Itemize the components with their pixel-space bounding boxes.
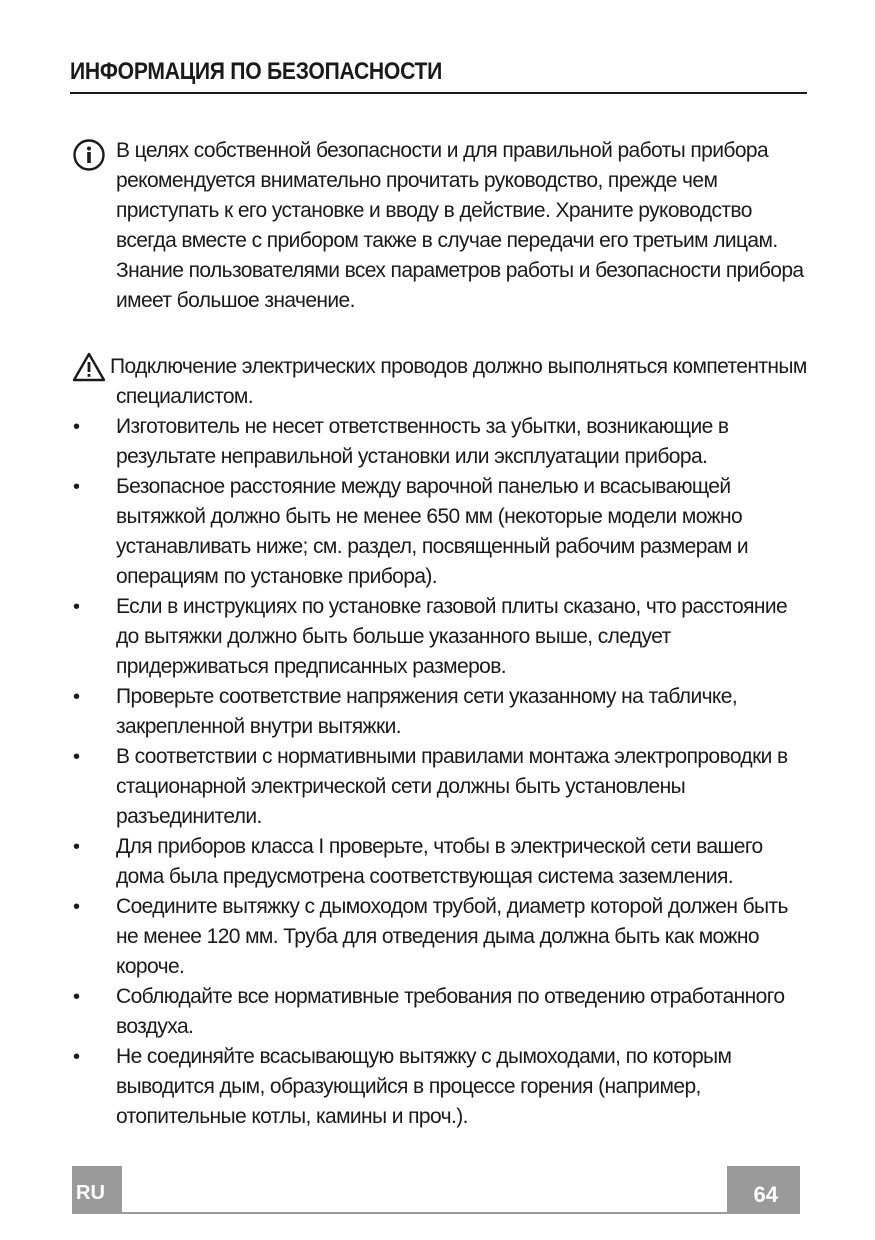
list-item-text: В соответствии с нормативными правилами монтажа электропроводки в стационарной электрической сети должны быть установлены разъединители. [116,745,788,828]
list-item [0,682,875,742]
title-rule [70,92,807,94]
list-item-text: Если в инструкциях по установке газовой плиты сказано, что расстояние до вытяжки должно быть больше указанного выше, следует придерживаться предписанных размеров. [116,595,788,678]
bullet-dot: • [73,476,80,498]
bullet-dot: • [73,1046,80,1068]
bullet-dot: • [73,836,80,858]
bullet-dot: • [73,896,80,918]
footer-language-tab [72,1166,122,1214]
bullet-dot: • [73,686,80,708]
list-item [0,742,875,832]
list-item [0,832,875,892]
list-item-text: Безопасное расстояние между варочной панелью и всасывающей вытяжкой должно быть не менее 650 мм (некоторые модели можно устанавливать ниже; см. раздел, посвященный рабочим размерам и операциям по установке прибора). [116,475,749,588]
list-item [0,892,875,982]
info-paragraph [0,136,875,316]
list-item-text: Проверьте соответствие напряжения сети указанному на табличке, закрепленной внутри вытяжки. [116,685,738,738]
list-item-text: Не соединяйте всасывающую вытяжку с дымоходами, по которым выводится дым, образующийся в процессе горения (например, отопительные котлы, камины и проч.). [116,1045,732,1128]
footer-rule [72,1212,800,1214]
footer-page-tab [727,1166,800,1214]
bullet-dot: • [73,986,80,1008]
list-item-text: Для приборов класса I проверьте, чтобы в электрической сети вашего дома была предусмотрена соответствующая система заземления. [116,835,763,888]
list-item [0,982,875,1042]
safety-bullet-list [0,412,875,1132]
list-item-text: Изготовитель не несет ответственность за убытки, возникающие в результате неправильной установки или эксплуатации прибора. [116,415,729,468]
warning-paragraph [0,352,875,412]
content-body [0,136,875,1132]
info-paragraph-text: В целях собственной безопасности и для правильной работы прибора рекомендуется внимательно прочитать руководство, прежде чем приступать к его установке и вводу в действие. Храните руководство всегда вместе с прибором также в случае передачи его третьим лицам. Знание пользователями всех параметров работы и безопасности прибора имеет большое значение. [116,139,804,312]
bullet-dot: • [73,416,80,438]
bullet-dot: • [73,746,80,768]
warning-triangle-icon [72,352,106,382]
list-item [0,412,875,472]
page-title: ИНФОРМАЦИЯ ПО БЕЗОПАСНОСТИ [70,58,443,85]
info-icon [72,138,106,172]
list-item [0,472,875,592]
list-item-text: Соблюдайте все нормативные требования по отведению отработанного воздуха. [116,985,785,1038]
list-item-text: Соедините вытяжку с дымоходом трубой, диаметр которой должен быть не менее 120 мм. Труба для отведения дыма должна быть как можно короче. [116,895,788,978]
bullet-dot: • [73,596,80,618]
list-item [0,1042,875,1132]
warning-paragraph-text: Подключение электрических проводов должно выполняться компетентным специалистом. [110,355,807,408]
footer-language-label: RU [76,1182,105,1204]
page-number: 64 [753,1182,778,1207]
list-item [0,592,875,682]
